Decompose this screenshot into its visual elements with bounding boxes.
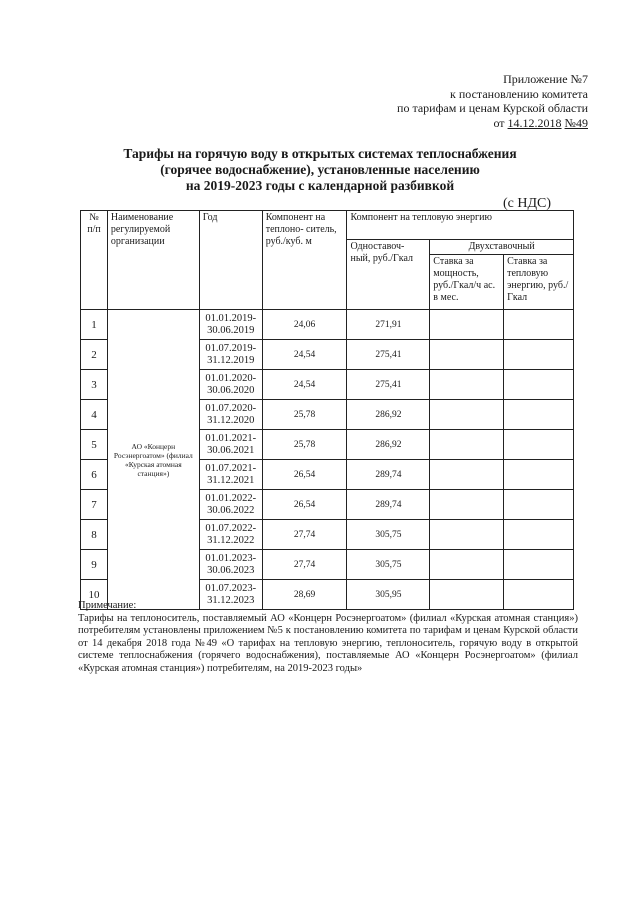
row-carrier-value: 27,74 [262,520,347,550]
row-energy-rate-empty [504,550,574,580]
row-energy-rate-empty [504,370,574,400]
tariff-table [80,210,574,610]
row-capacity-rate-empty [430,460,504,490]
row-energy-rate-empty [504,520,574,550]
header-energy: Компонент на тепловую энергию [347,211,574,240]
note-text: Тарифы на теплоноситель, поставляемый АО «Концерн Росэнергоатом» (филиал «Курская атомная станция») потребителям установлены приложением №5 к постановлению комитета по тарифам и ценам Курской области от 14 декабря 2018 года №49 «О тарифах на тепловую энергию, теплоноситель, горячую воду в открытой системе теплоснабжения (горячего водоснабжения), поставляемые АО «Концерн Росэнергоатом» (филиал «Курская атомная станция») потребителям, на 2019-2023 годы» [78,612,578,674]
note-label: Примечание: [78,600,137,611]
row-single-rate-value: 286,92 [347,400,430,430]
annex-doc-number: №49 [564,115,588,130]
row-single-rate-value: 275,41 [347,370,430,400]
row-energy-rate-empty [504,490,574,520]
row-single-rate-value: 275,41 [347,340,430,370]
header-org: Наименование регулируемой организации [107,211,199,310]
row-single-rate-value: 286,92 [347,430,430,460]
header-year: Год [199,211,262,310]
row-carrier-value: 24,06 [262,310,347,340]
header-single-rate: Одноставоч- ный, руб./Гкал [347,240,430,310]
header-energy-rate: Ставка за тепловую энергию, руб./Гкал [504,255,574,310]
row-period: 01.01.2021- 30.06.2021 [199,430,262,460]
row-number: 9 [81,550,108,580]
header-carrier: Компонент на теплоно- ситель, руб./куб. м [262,211,347,310]
document-title [60,146,580,194]
row-capacity-rate-empty [430,310,504,340]
row-carrier-value: 25,78 [262,430,347,460]
row-period: 01.01.2019- 30.06.2019 [199,310,262,340]
row-single-rate-value: 305,95 [347,580,430,610]
row-carrier-value: 27,74 [262,550,347,580]
annex-ref-line: к постановлению комитета [450,86,588,101]
header-double-rate: Двухставочный [430,240,574,255]
title-line-3: на 2019-2023 годы с календарной разбивкой [185,178,455,193]
row-capacity-rate-empty [430,520,504,550]
annex-date-line [330,116,588,131]
row-period: 01.07.2020- 31.12.2020 [199,400,262,430]
annex-from: от [493,115,505,130]
row-period: 01.07.2021- 31.12.2021 [199,460,262,490]
row-energy-rate-empty [504,400,574,430]
row-carrier-value: 26,54 [262,490,347,520]
row-capacity-rate-empty [430,370,504,400]
row-energy-rate-empty [504,430,574,460]
row-capacity-rate-empty [430,490,504,520]
row-number: 1 [81,310,108,340]
title-line-2: (горячее водоснабжение), установленные населению [160,162,480,177]
row-carrier-value: 28,69 [262,580,347,610]
organization-name: АО «Концерн Росэнергоатом» (филиал «Курская атомная станция») [107,310,199,610]
row-number: 6 [81,460,108,490]
row-period: 01.07.2022- 31.12.2022 [199,520,262,550]
title-line-1: Тарифы на горячую воду в открытых системах теплоснабжения [123,146,517,161]
row-carrier-value: 25,78 [262,400,347,430]
row-number: 10 [81,580,108,610]
row-carrier-value: 26,54 [262,460,347,490]
annex-date: 14.12.2018 [507,115,562,130]
row-capacity-rate-empty [430,340,504,370]
vat-note: (с НДС) [503,196,552,211]
row-energy-rate-empty [504,340,574,370]
row-energy-rate-empty [504,460,574,490]
header-capacity-rate: Ставка за мощность, руб./Гкал/ч ас. в мес. [430,255,504,310]
row-carrier-value: 24,54 [262,370,347,400]
header-num: № п/п [81,211,108,310]
row-capacity-rate-empty [430,430,504,460]
row-number: 7 [81,490,108,520]
row-single-rate-value: 305,75 [347,520,430,550]
row-number: 3 [81,370,108,400]
row-single-rate-value: 289,74 [347,490,430,520]
row-period: 01.01.2023- 30.06.2023 [199,550,262,580]
row-capacity-rate-empty [430,400,504,430]
row-single-rate-value: 289,74 [347,460,430,490]
row-energy-rate-empty [504,310,574,340]
annex-header [330,72,588,130]
row-single-rate-value: 271,91 [347,310,430,340]
row-number: 4 [81,400,108,430]
row-period: 01.01.2020- 30.06.2020 [199,370,262,400]
annex-committee-line: по тарифам и ценам Курской области [397,101,588,115]
row-number: 5 [81,430,108,460]
tariff-rows [81,310,574,610]
row-period: 01.07.2023- 31.12.2023 [199,580,262,610]
row-single-rate-value: 305,75 [347,550,430,580]
row-capacity-rate-empty [430,550,504,580]
row-number: 2 [81,340,108,370]
annex-number: Приложение №7 [503,72,588,86]
table-row [81,310,574,340]
row-carrier-value: 24,54 [262,340,347,370]
row-period: 01.01.2022- 30.06.2022 [199,490,262,520]
row-number: 8 [81,520,108,550]
row-period: 01.07.2019- 31.12.2019 [199,340,262,370]
note [78,600,578,675]
